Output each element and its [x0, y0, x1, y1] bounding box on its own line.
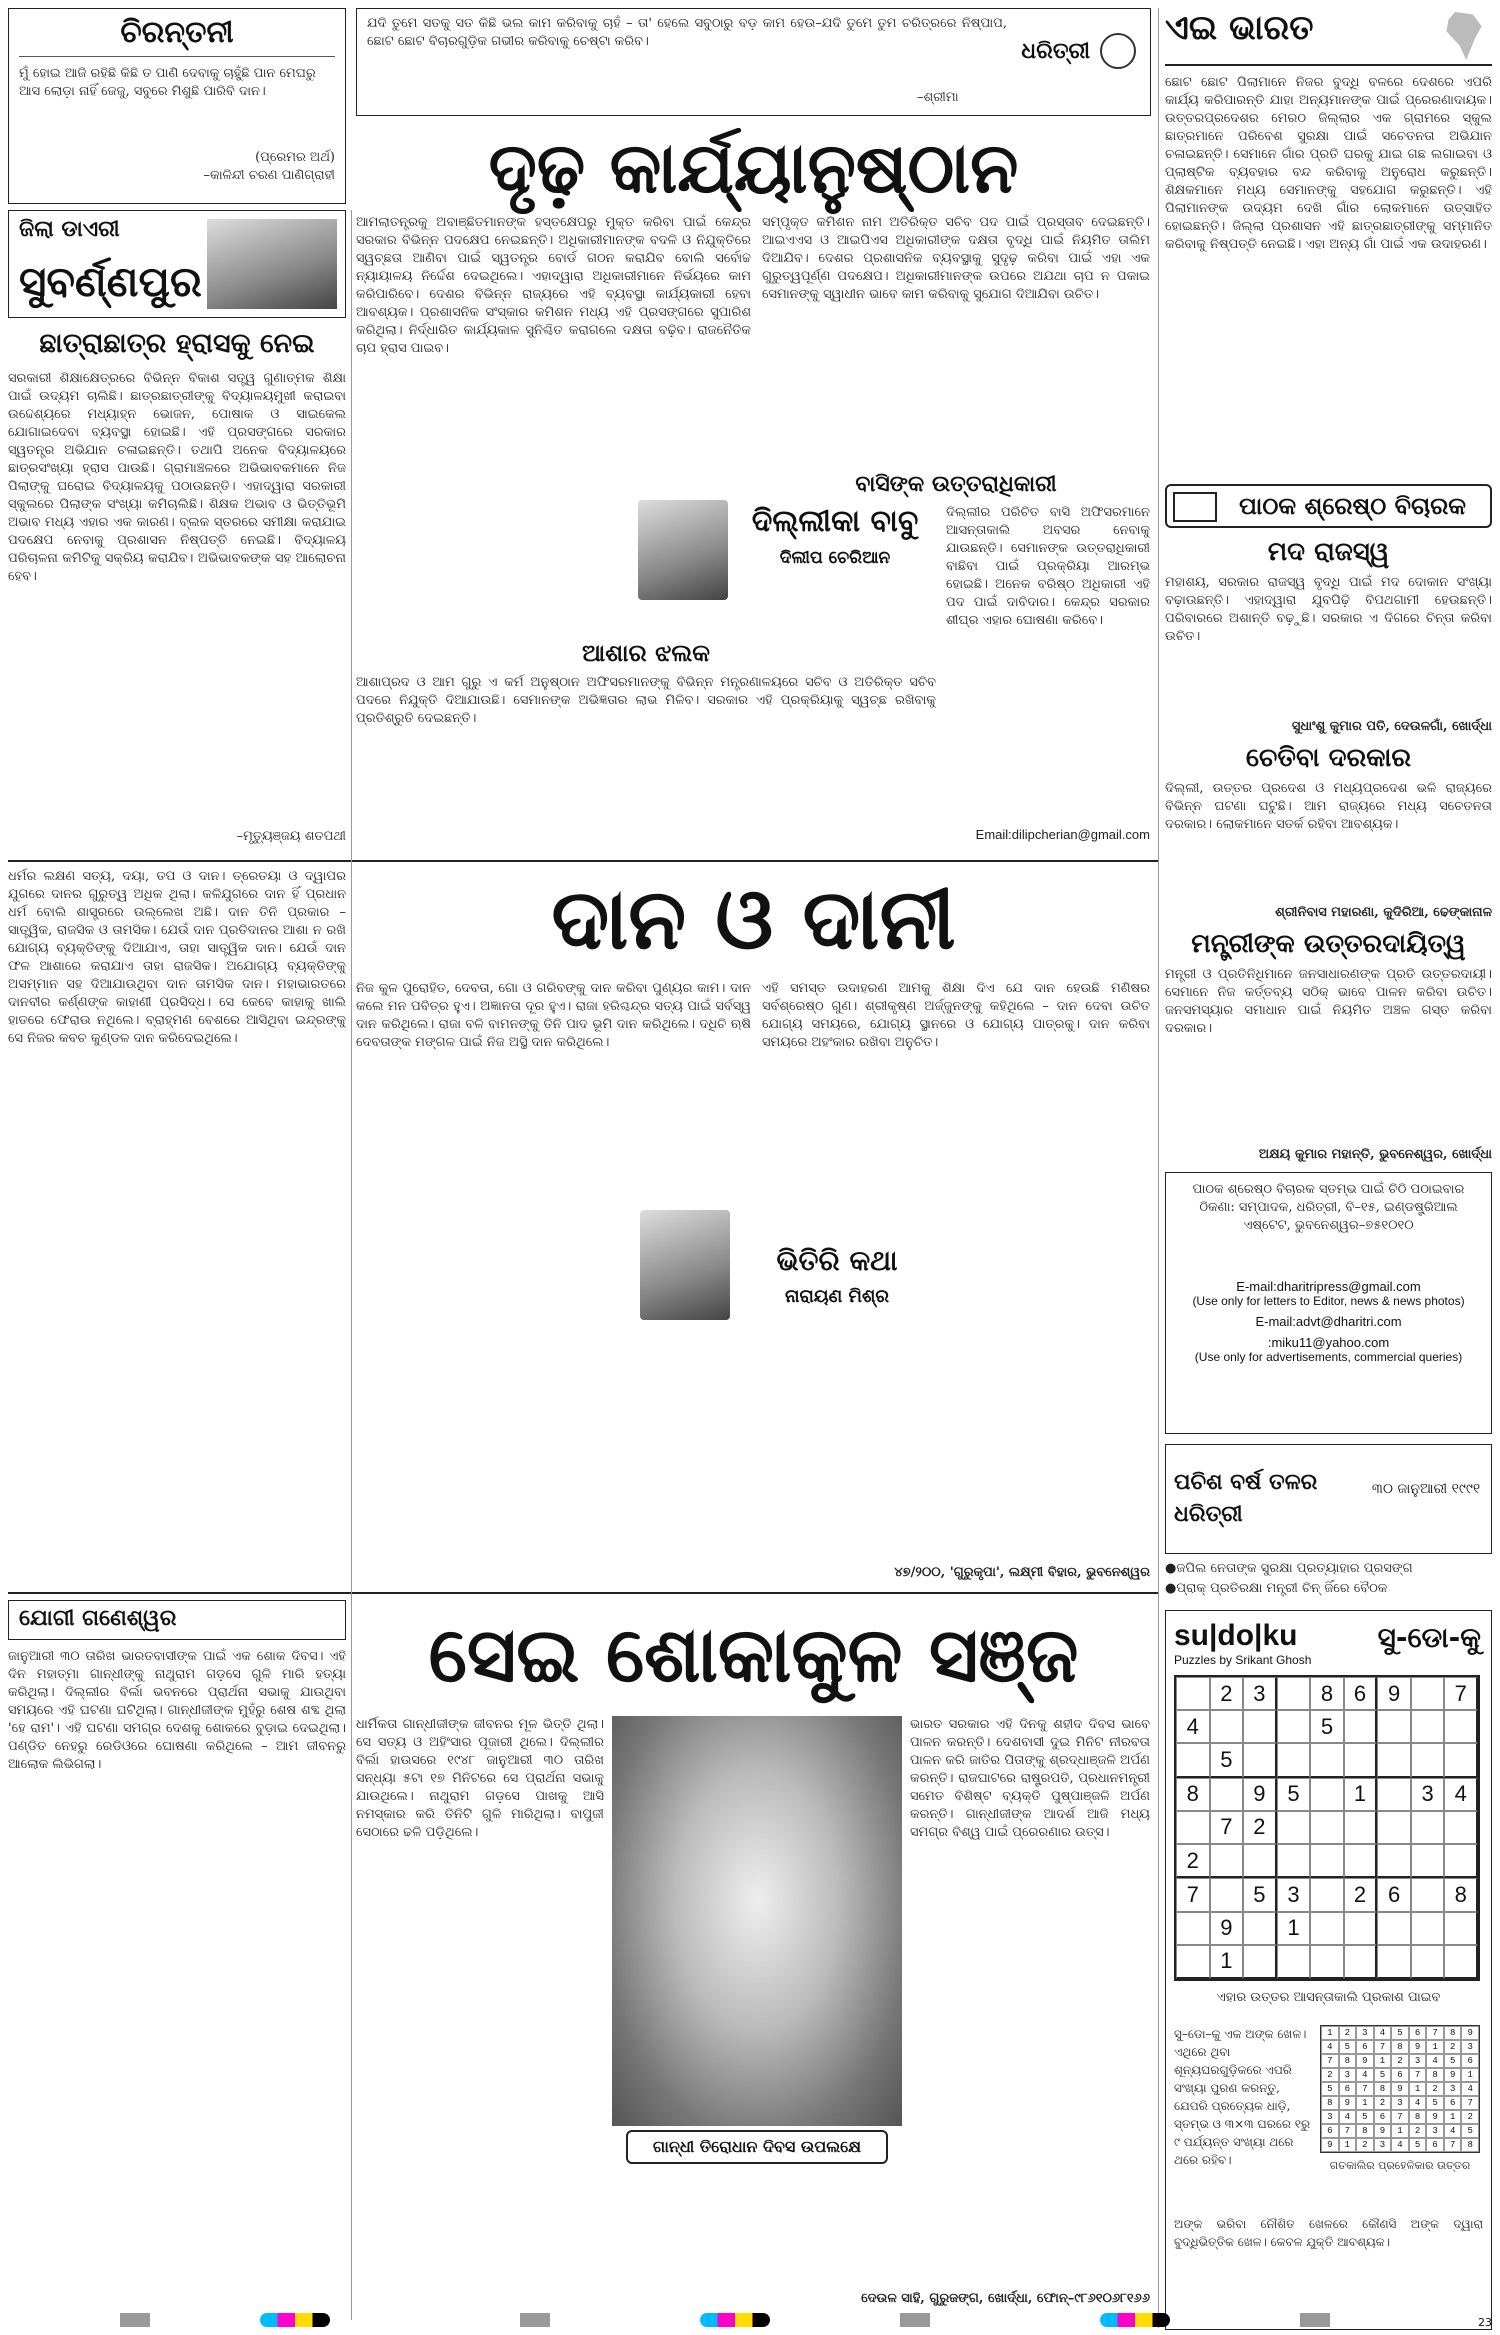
sudoku-cell[interactable]: 1	[1277, 1912, 1311, 1945]
sudoku-cell[interactable]	[1176, 1677, 1210, 1710]
letter-heading-3: ମନ୍ତ୍ରୀଙ୍କ ଉତ୍ତରଦାୟିତ୍ୱ	[1191, 929, 1466, 959]
sudoku-cell[interactable]	[1377, 1912, 1411, 1945]
zilla-body: ସରକାରୀ ଶିକ୍ଷାକ୍ଷେତ୍ରରେ ବିଭିନ୍ନ ବିକାଶ ସତ୍ତ୍ୱ ଗୁଣାତ୍ମକ ଶିକ୍ଷା ପାଇଁ ଉଦ୍ୟମ ଚାଲିଛି। ଛାତ୍ରଛାତ୍ରୀଙ୍କୁ ବିଦ୍ୟାଳୟମୁଖୀ କରାଇବା ଉଦ୍ଦେଶ୍ୟରେ ମଧ୍ୟାହ୍ନ ଭୋଜନ, ପୋଷାକ ଓ ସାଇକେଲ ଯୋଗାଇଦେବା ବ୍ୟବସ୍ଥା ହୋଇଛି। ଏହି ପ୍ରସଙ୍ଗରେ ସରକାର ସ୍ୱତନ୍ତ୍ର ଅଭିଯାନ ଚଳାଇଛନ୍ତି। ତଥାପି ଅନେକ ବିଦ୍ୟାଳୟରେ ଛାତ୍ରସଂଖ୍ୟା ହ୍ରାସ ପାଉଛି। ଗ୍ରାମାଞ୍ଚଳରେ ଅଭିଭାବକମାନେ ନିଜ ପିଲାଙ୍କୁ ଘରୋଇ ବିଦ୍ୟାଳୟକୁ ପଠାଉଛନ୍ତି। ଏହାଦ୍ୱାରା ସରକାରୀ ସ୍କୁଲରେ ପିଲାଙ୍କ ସଂଖ୍ୟା କମିଚାଲିଛି। ଶିକ୍ଷକ ଅଭାବ ଓ ଭିତ୍ତିଭୂମି ଅଭାବ ମଧ୍ୟ ଏହାର ଏକ କାରଣ। ବ୍ଲକ ସ୍ତରରେ ସମୀକ୍ଷା କରାଯାଇ ପଦକ୍ଷେପ ନେବାକୁ ପ୍ରଶାସନ ନିଷ୍ପତ୍ତି ନେଇଛି। ବିଦ୍ୟାଳୟ ପରିଚାଳନା କମିଟିକୁ ସକ୍ରିୟ କରାଯିବ। ଅଭିଭାବକଙ୍କ ସହ ଆଲୋଚନା ହେବ।	[8, 371, 346, 584]
sudoku-cell[interactable]: 5	[1210, 1743, 1244, 1777]
solution-cell: 2	[1374, 2096, 1392, 2110]
registration-mark-1	[120, 2313, 150, 2327]
sudoku-cell[interactable]: 6	[1344, 1677, 1378, 1710]
bharat-logo-box	[1165, 8, 1492, 66]
sudoku-cell[interactable]: 1	[1210, 1945, 1244, 1979]
solution-cell: 2	[1461, 2110, 1479, 2124]
solution-cell: 3	[1391, 2096, 1409, 2110]
solution-cell: 5	[1461, 2124, 1479, 2138]
sudoku-cell[interactable]: 3	[1411, 1778, 1445, 1811]
solution-cell: 6	[1391, 2068, 1409, 2082]
columnist-photo	[638, 500, 728, 600]
letter-body-2: ଦିଲ୍ଲୀ, ଉତ୍ତର ପ୍ରଦେଶ ଓ ମଧ୍ୟପ୍ରଦେଶ ଭଳି ରାଜ୍ୟରେ ବିଭିନ୍ନ ଘଟଣା ଘଟୁଛି। ଆମ ରାଜ୍ୟରେ ମଧ୍ୟ ସଚେତନତା ଦରକାର। ଲୋକମାନେ ସତର୍କ ରହିବା ଆବଶ୍ୟକ।	[1165, 781, 1492, 832]
solution-cell: 2	[1321, 2068, 1339, 2082]
solution-cell: 4	[1321, 2040, 1339, 2054]
sudoku-cell[interactable]	[1411, 1878, 1445, 1911]
sudoku-cell[interactable]	[1310, 1912, 1344, 1945]
sudoku-cell[interactable]	[1210, 1710, 1244, 1743]
sudoku-logo-odia: ସୁ-ଡୋ-କୁ	[1377, 1621, 1481, 1654]
solution-cell: 4	[1339, 2110, 1357, 2124]
solution-cell: 5	[1444, 2054, 1462, 2068]
solution-cell: 8	[1321, 2096, 1339, 2110]
lead-sub-heading-2: ଆଶାର ଝଲକ	[581, 639, 711, 667]
daan-column-title: ଭିତିରି କଥା	[776, 1244, 898, 1277]
sudoku-cell[interactable]	[1277, 1677, 1311, 1710]
solution-cell: 4	[1391, 2138, 1409, 2152]
sudoku-cell[interactable]	[1210, 1878, 1244, 1911]
letters-email-1-note: (Use only for letters to Editor, news & news photos)	[1192, 1294, 1465, 1308]
chiranta-title: ଚିରନ୍ତନୀ	[19, 15, 335, 57]
solution-cell: 1	[1391, 2124, 1409, 2138]
solution-cell: 7	[1461, 2096, 1479, 2110]
sudoku-cell[interactable]	[1344, 1743, 1378, 1777]
solution-cell: 8	[1374, 2082, 1392, 2096]
solution-cell: 6	[1339, 2082, 1357, 2096]
letters-email-3: :miku11@yahoo.com	[1267, 1335, 1390, 1350]
solution-cell: 3	[1321, 2110, 1339, 2124]
sudoku-cell[interactable]: 2	[1243, 1811, 1277, 1844]
sokakula-headline: ସେଇ ଶୋକାକୁଳ ସଞ୍ଜ	[428, 1610, 1079, 1699]
solution-cell: 7	[1339, 2124, 1357, 2138]
zilla-headline: ଛାତ୍ରାଛାତ୍ର ହ୍ରାସକୁ ନେଇ	[39, 328, 315, 359]
sudoku-cell[interactable]	[1277, 1743, 1311, 1777]
sudoku-cell[interactable]: 9	[1243, 1778, 1277, 1811]
solution-cell: 8	[1391, 2040, 1409, 2054]
zilla-diary-header	[8, 210, 346, 318]
sudoku-cell[interactable]	[1210, 1844, 1244, 1878]
pachisa-box	[1165, 1444, 1492, 1554]
sudoku-cell[interactable]: 9	[1210, 1912, 1244, 1945]
letters-address: ପାଠକ ଶ୍ରେଷ୍ଠ ବିଚାରକ ସ୍ତମ୍ଭ ପାଇଁ ଚିଠି ପଠାଇବାର ଠିକଣା: ସମ୍ପାଦକ, ଧରିତ୍ରୀ, ବି–୧୫, ଇଣ୍ଡଷ୍ଟ୍ରିଆଲ ଏଷ୍ଟେଟ, ଭୁବନେଶ୍ୱର–୭୫୧୦୧୦	[1192, 1182, 1465, 1233]
letters-email-3-note: (Use only for advertisements, commercial queries)	[1194, 1350, 1463, 1364]
solution-cell: 6	[1356, 2040, 1374, 2054]
letter-heading-2: ଚେତିବା ଦରକାର	[1245, 743, 1412, 773]
temple-photo	[207, 219, 337, 309]
solution-cell: 1	[1461, 2068, 1479, 2082]
envelope-icon	[1173, 492, 1217, 522]
daan-body-2: ନିଜ କୁଳ ପୁରୋହିତ, ଦେବତା, ଗୋ ଓ ଗରିବଙ୍କୁ ଦାନ କରିବା ପୁଣ୍ୟର କାମ। ଦାନ କଲେ ମନ ପବିତ୍ର ହୁଏ। ଅଜ୍ଞାନତା ଦୂର ହୁଏ। ରାଜା ହରିଶ୍ଚନ୍ଦ୍ର ସତ୍ୟ ପାଇଁ ସର୍ବସ୍ୱ ଦାନ କରିଥିଲେ। ରାଜା ବଳି ବାମନଙ୍କୁ ତିନି ପାଦ ଭୂମି ଦାନ କରିଥିଲେ। ଦଧିଚି ଋଷି ଦେବତାଙ୍କ ମଙ୍ଗଳ ପାଇଁ ନିଜ ଅସ୍ଥି ଦାନ କରିଥିଲେ।	[356, 981, 751, 1050]
chiranta-credit: (ପ୍ରେମର ଅର୍ଥ)	[255, 150, 335, 165]
sudoku-cell[interactable]	[1444, 1743, 1478, 1777]
daan-body-3: ଏହି ସମସ୍ତ ଉଦାହରଣ ଆମକୁ ଶିକ୍ଷା ଦିଏ ଯେ ଦାନ ହେଉଛି ମଣିଷର ସର୍ବଶ୍ରେଷ୍ଠ ଗୁଣ। ଶ୍ରୀକୃଷ୍ଣ ଅର୍ଜ୍ଜୁନଙ୍କୁ କହିଥିଲେ – ଦାନ ଦେବା ଉଚିତ ଯୋଗ୍ୟ ସମୟରେ, ଯୋଗ୍ୟ ସ୍ଥାନରେ ଓ ଯୋଗ୍ୟ ପାତ୍ରକୁ। ଦାନ କରିବା ସମୟରେ ଅହଂକାର ରଖିବା ଅନୁଚିତ।	[762, 981, 1150, 1050]
sudoku-cell[interactable]	[1444, 1945, 1478, 1979]
sudoku-cell[interactable]	[1411, 1945, 1445, 1979]
solution-cell: 2	[1426, 2082, 1444, 2096]
yogi-title-box	[8, 1600, 346, 1640]
daan-address: ୪୭/୨୦୦, 'ଗୁରୁକୃପା', ଲକ୍ଷ୍ମୀ ବିହାର, ଭୁବନେଶ୍ୱର	[894, 1565, 1150, 1580]
chiranta-author: –କାଳିନ୍ଦୀ ଚରଣ ପାଣିଗ୍ରାହୀ	[203, 168, 335, 183]
solution-cell: 6	[1374, 2110, 1392, 2124]
sudoku-cell[interactable]: 2	[1210, 1677, 1244, 1710]
sokakula-body-2: ଭାରତ ସରକାର ଏହି ଦିନକୁ ଶହୀଦ ଦିବସ ଭାବେ ପାଳନ କରନ୍ତି। ଦେଶବାସୀ ଦୁଇ ମିନିଟ ନୀରବତା ପାଳନ କରି ଜାତିର ପିତାଙ୍କୁ ଶ୍ରଦ୍ଧାଞ୍ଜଳି ଅର୍ପଣ କରନ୍ତି। ରାଜଘାଟରେ ରାଷ୍ଟ୍ରପତି, ପ୍ରଧାନମନ୍ତ୍ରୀ ସମେତ ବିଶିଷ୍ଟ ବ୍ୟକ୍ତି ପୁଷ୍ପାଞ୍ଜଳି ଅର୍ପଣ କରନ୍ତି। ଗାନ୍ଧୀଜୀଙ୍କ ଆଦର୍ଶ ଆଜି ମଧ୍ୟ ସମଗ୍ର ବିଶ୍ୱ ପାଇଁ ପ୍ରେରଣାର ଉତ୍ସ।	[910, 1717, 1150, 1840]
solution-cell: 5	[1339, 2040, 1357, 2054]
sudoku-byline: Puzzles by Srikant Ghosh	[1174, 1653, 1312, 1667]
sudoku-grid[interactable]	[1174, 1675, 1480, 1981]
sudoku-cell[interactable]	[1377, 1743, 1411, 1777]
sudoku-cell[interactable]: 9	[1377, 1677, 1411, 1710]
sudoku-cell[interactable]: 7	[1210, 1811, 1244, 1844]
lead-body-4: ଆଶାପ୍ରଦ ଓ ଆମ ଗୁରୁ ଏ କର୍ମ ଅନୁଷ୍ଠାନ ଅଫିସରମାନଙ୍କୁ ବିଭିନ୍ନ ମନ୍ତ୍ରଣାଳୟରେ ସଚିବ ଓ ଅତିରିକ୍ତ ସଚିବ ପଦରେ ନିଯୁକ୍ତି ଦିଆଯାଉଛି। ସେମାନଙ୍କ ଅଭିଜ୍ଞତାର ଲାଭ ମିଳିବ। ସରକାର ଏହି ପ୍ରକ୍ରିୟାକୁ ସ୍ୱଚ୍ଛ ରଖିବାକୁ ପ୍ରତିଶ୍ରୁତି ଦେଇଛନ୍ତି।	[356, 675, 936, 726]
sudoku-cell[interactable]: 8	[1310, 1677, 1344, 1710]
sudoku-cell[interactable]	[1411, 1811, 1445, 1844]
letter-author-1: ସୁଧାଂଶୁ କୁମାର ପତି, ଦେଉଳଗାଁ, ଖୋର୍ଦ୍ଧା	[1291, 719, 1492, 734]
sudoku-cell[interactable]	[1243, 1743, 1277, 1777]
sudoku-cell[interactable]	[1344, 1945, 1378, 1979]
sudoku-cell[interactable]	[1176, 1811, 1210, 1844]
solution-cell: 5	[1321, 2082, 1339, 2096]
solution-cell: 2	[1409, 2124, 1427, 2138]
lead-sub-heading-1: ବାସିଙ୍କ ଉତ୍ତରାଧିକାରୀ	[855, 472, 1057, 497]
solution-cell: 4	[1409, 2096, 1427, 2110]
letters-banner	[1165, 484, 1492, 528]
daan-body-1: ଧର୍ମର ଲକ୍ଷଣ ସତ୍ୟ, ଦୟା, ତପ ଓ ଦାନ। ତ୍ରେତୟା ଓ ଦ୍ୱାପର ଯୁଗରେ ଦାନର ଗୁରୁତ୍ୱ ଅଧିକ ଥିଲା। କଳିଯୁଗରେ ଦାନ ହିଁ ପ୍ରଧାନ ଧର୍ମ ବୋଲି ଶାସ୍ତ୍ରରେ ଉଲ୍ଲେଖ ଅଛି। ଦାନ ତିନି ପ୍ରକାର – ସାତ୍ତ୍ୱିକ, ରାଜସିକ ଓ ତାମସିକ। ଯେଉଁ ଦାନ ପ୍ରତିଦାନର ଆଶା ନ ରଖି ଯୋଗ୍ୟ ବ୍ୟକ୍ତିଙ୍କୁ ଦିଆଯାଏ, ତାହା ସାତ୍ତ୍ୱିକ ଦାନ। ଯେଉଁ ଦାନ ଫଳ ଆଶାରେ କରାଯାଏ ତାହା ରାଜସିକ। ଅଯୋଗ୍ୟ ବ୍ୟକ୍ତିଙ୍କୁ ଅସମ୍ମାନ ସହ ଦିଆଯାଉଥିବା ଦାନ ତାମସିକ ଦାନ। ମହାଭାରତରେ ଦାନବୀର କର୍ଣ୍ଣଙ୍କ କାହାଣୀ ପ୍ରସିଦ୍ଧ। ସେ କେବେ କାହାକୁ ଖାଲି ହାତରେ ଫେରାଉ ନଥିଲେ। ବ୍ରାହ୍ମଣ ବେଶରେ ଆସିଥିବା ଇନ୍ଦ୍ରଙ୍କୁ ସେ ନିଜର କବଚ କୁଣ୍ଡଳ ଦାନ କରିଦେଇଥିଲେ।	[8, 869, 346, 1046]
solution-cell: 4	[1356, 2068, 1374, 2082]
sudoku-note: ଏହାର ଉତ୍ତର ଆସନ୍ତାକାଲି ପ୍ରକାଶ ପାଇବ	[1216, 1990, 1441, 2005]
pachisa-title: ପଚିଶ ବର୍ଷ ତଳର ଧରିତ୍ରୀ	[1174, 1470, 1318, 1527]
sudoku-cell[interactable]: 2	[1176, 1844, 1210, 1878]
chiranta-verse: ମୁଁ ହୋଇ ଆଜି ରହିଛି କିଛି ତ ପାଣି ଦେବାକୁ ଚାହୁଁଛି ପାନ ମେଘରୁ ଆସ ଲୋଡ଼ା ନାହିଁ ଜେଜୁ, ସବୁରେ ମିଶୁଛି ପାରିବି ଦାନ।	[19, 66, 316, 99]
sudoku-cell[interactable]	[1176, 1945, 1210, 1979]
registration-mark-4	[1300, 2313, 1330, 2327]
solution-cell: 1	[1321, 2026, 1339, 2040]
quote-author: –ଶ୍ରୀମା	[917, 90, 959, 105]
zilla-byline: –ମୃତ୍ୟୁଞ୍ଜୟ ଶତପଥୀ	[236, 829, 346, 844]
sudoku-cell[interactable]	[1310, 1811, 1344, 1844]
col-rule-left	[351, 210, 352, 2320]
solution-cell: 7	[1391, 2110, 1409, 2124]
dharitri-logo: ଧରିତ୍ରୀ	[1021, 39, 1090, 64]
solution-cell: 5	[1409, 2138, 1427, 2152]
gandhi-caption-text: ଗାନ୍ଧୀ ତିରୋଧାନ ଦିବସ ଉପଲକ୍ଷେ	[652, 2137, 862, 2156]
sudoku-cell[interactable]	[1243, 1912, 1277, 1945]
sudoku-cell[interactable]	[1243, 1844, 1277, 1878]
solution-cell: 5	[1374, 2068, 1392, 2082]
sudoku-cell[interactable]	[1310, 1945, 1344, 1979]
daan-column-author: ନାରାୟଣ ମିଶ୍ର	[784, 1286, 889, 1307]
sudoku-cell[interactable]	[1377, 1778, 1411, 1811]
sudoku-cell[interactable]: 3	[1243, 1677, 1277, 1710]
daan-headline: ଦାନ ଓ ଦାନୀ	[551, 870, 956, 968]
solution-cell: 7	[1321, 2054, 1339, 2068]
letter-heading-1: ମଦ ରାଜସ୍ୱ	[1267, 537, 1390, 567]
sudoku-cell[interactable]	[1310, 1878, 1344, 1911]
solution-cell: 9	[1426, 2110, 1444, 2124]
solution-cell: 7	[1426, 2026, 1444, 2040]
rule-2	[8, 1592, 1158, 1594]
solution-cell: 7	[1409, 2068, 1427, 2082]
solution-cell: 6	[1409, 2026, 1427, 2040]
letter-body-1: ମହାଶୟ, ସରକାର ରାଜସ୍ୱ ବୃଦ୍ଧି ପାଇଁ ମଦ ଦୋକାନ ସଂଖ୍ୟା ବଢ଼ାଉଛନ୍ତି। ଏହାଦ୍ୱାରା ଯୁବପିଢ଼ି ବିପଥଗାମୀ ହେଉଛନ୍ତି। ପରିବାରରେ ଅଶାନ୍ତି ବଢ଼ୁଛି। ସରକାର ଏ ଦିଗରେ ଚିନ୍ତା କରିବା ଉଚିତ।	[1165, 575, 1492, 644]
rule-1	[8, 860, 1158, 862]
registration-mark-3	[900, 2313, 930, 2327]
sudoku-cell[interactable]	[1277, 1710, 1311, 1743]
lead-email: Email:dilipcherian@gmail.com	[975, 827, 1150, 842]
solution-cell: 3	[1444, 2082, 1462, 2096]
sudoku-cell[interactable]	[1411, 1844, 1445, 1878]
sudoku-cell[interactable]	[1176, 1743, 1210, 1777]
sudoku-cell[interactable]	[1411, 1743, 1445, 1777]
sokakula-address: ଦେଉଳ ସାହି, ଗୁରୁଜଙ୍ଗ, ଖୋର୍ଦ୍ଧା, ଫୋନ୍–୯୮୬୧୦୬୮୧୬୬	[861, 2291, 1150, 2306]
solution-cell: 1	[1426, 2040, 1444, 2054]
letters-email-2: E-mail:advt@dharitri.com	[1255, 1314, 1402, 1329]
solution-cell: 6	[1426, 2138, 1444, 2152]
sudoku-cell[interactable]	[1277, 1811, 1311, 1844]
solution-cell: 2	[1339, 2026, 1357, 2040]
sudoku-cell[interactable]: 4	[1176, 1710, 1210, 1743]
sudoku-cell[interactable]: 7	[1176, 1878, 1210, 1911]
lead-body-1: ଆମଲାତନ୍ତ୍ରକୁ ଅବାଞ୍ଛିତମାନଙ୍କ ହସ୍ତକ୍ଷେପରୁ ମୁକ୍ତ କରିବା ପାଇଁ କେନ୍ଦ୍ର ସରକାର ବିଭିନ୍ନ ପଦକ୍ଷେପ ନେଇଛନ୍ତି। ଅଧିକାରୀମାନଙ୍କ ବଦଳି ଓ ନିଯୁକ୍ତିରେ ସ୍ୱଚ୍ଛତା ଆଣିବା ପାଇଁ ସ୍ୱତନ୍ତ୍ର ବୋର୍ଡ ଗଠନ କରାଯିବ ବୋଲି ସର୍ବୋଚ୍ଚ ନ୍ୟାୟାଳୟ ନିର୍ଦ୍ଦେଶ ଦେଇଥିଲେ। ଏହାଦ୍ୱାରା ଅଧିକାରୀମାନେ ନିର୍ଭୟରେ କାମ କରିପାରିବେ। ଦେଶର ବିଭିନ୍ନ ରାଜ୍ୟରେ ଏହି ବ୍ୟବସ୍ଥା କାର୍ଯ୍ୟକାରୀ ହେବା ଆବଶ୍ୟକ। ପ୍ରଶାସନିକ ସଂସ୍କାର କମିଶନ ମଧ୍ୟ ଏହି ପ୍ରସଙ୍ଗରେ ସୁପାରିଶ କରିଥିଲା। ନିର୍ଦ୍ଧାରିତ କାର୍ଯ୍ୟକାଳ ସୁନିଶ୍ଚିତ କରାଗଲେ ଦକ୍ଷତା ବଢ଼ିବ। ରାଜନୈତିକ ଚାପ ହ୍ରାସ ପାଇବ।	[356, 215, 751, 356]
registration-mark-2	[520, 2313, 550, 2327]
letter-body-3: ମନ୍ତ୍ରୀ ଓ ପ୍ରତିନିଧିମାନେ ଜନସାଧାରଣଙ୍କ ପ୍ରତି ଉତ୍ତରଦାୟୀ। ସେମାନେ ନିଜ କର୍ତ୍ତବ୍ୟ ସଠିକ୍ ଭାବେ ପାଳନ କରିବା ଉଚିତ। ଜନସମସ୍ୟାର ସମାଧାନ ପାଇଁ ନିୟମିତ ଅଞ୍ଚଳ ଗସ୍ତ କରିବା ଦରକାର।	[1165, 967, 1492, 1036]
sudoku-cell[interactable]	[1377, 1844, 1411, 1878]
letters-address-box	[1165, 1172, 1492, 1434]
solution-cell: 7	[1374, 2040, 1392, 2054]
solution-cell: 9	[1321, 2138, 1339, 2152]
solution-cell: 8	[1444, 2026, 1462, 2040]
solution-cell: 2	[1391, 2054, 1409, 2068]
solution-cell: 3	[1374, 2138, 1392, 2152]
solution-cell: 1	[1374, 2054, 1392, 2068]
solution-cell: 4	[1374, 2026, 1392, 2040]
sudoku-cell[interactable]	[1344, 1811, 1378, 1844]
sudoku-cell[interactable]: 5	[1310, 1710, 1344, 1743]
lead-body-3: ଦିଲ୍ଲୀର ପରିଚିତ ବାସି ଅଫିସରମାନେ ଆସନ୍ତାକାଲି ଅବସର ନେବାକୁ ଯାଉଛନ୍ତି। ସେମାନଙ୍କ ଉତ୍ତରାଧିକାରୀ ବାଛିବା ପାଇଁ ପ୍ରକ୍ରିୟା ଆରମ୍ଭ ହୋଇଛି। ଅନେକ ବରିଷ୍ଠ ଅଧିକାରୀ ଏହି ପଦ ପାଇଁ ଦାବିଦାର। କେନ୍ଦ୍ର ସରକାର ଶୀଘ୍ର ଏହାର ଘୋଷଣା କରିବେ।	[946, 505, 1150, 628]
sudoku-cell[interactable]: 5	[1243, 1878, 1277, 1911]
solution-cell: 9	[1339, 2096, 1357, 2110]
color-dots-3	[1100, 2313, 1170, 2327]
color-dots-1	[260, 2313, 330, 2327]
sudoku-cell[interactable]	[1277, 1844, 1311, 1878]
solution-cell: 4	[1461, 2082, 1479, 2096]
solution-cell: 8	[1356, 2124, 1374, 2138]
solution-cell: 8	[1426, 2068, 1444, 2082]
sudoku-cell[interactable]: 5	[1277, 1778, 1311, 1811]
letter-author-3: ଅକ୍ଷୟ କୁମାର ମହାନ୍ତି, ଭୁବନେଶ୍ୱର, ଖୋର୍ଦ୍ଧା	[1258, 1147, 1492, 1162]
sudoku-cell[interactable]	[1444, 1710, 1478, 1743]
sudoku-cell[interactable]	[1444, 1844, 1478, 1878]
yogi-body: ଜାନୁଆରୀ ୩୦ ତାରିଖ ଭାରତବାସୀଙ୍କ ପାଇଁ ଏକ ଶୋକ ଦିବସ। ଏହି ଦିନ ମହାତ୍ମା ଗାନ୍ଧୀଙ୍କୁ ନାଥୁରାମ ଗଡ଼ସେ ଗୁଳି ମାରି ହତ୍ୟା କରିଥିଲା। ଦିଲ୍ଲୀର ବିର୍ଲା ଭବନରେ ପ୍ରାର୍ଥନା ସଭାକୁ ଯାଉଥିବା ସମୟରେ ଏହି ଘଟଣା ଘଟିଥିଲା। ଗାନ୍ଧୀଜୀଙ୍କ ମୁହଁରୁ ଶେଷ ଶବ୍ଦ ଥିଲା 'ହେ ରାମ'। ଏହି ଘଟଣା ସମଗ୍ର ଦେଶକୁ ଶୋକରେ ବୁଡ଼ାଇ ଦେଇଥିଲା। ପଣ୍ଡିତ ନେହରୁ ରେଡିଓରେ ଘୋଷଣା କରିଥିଲେ – ଆମ ଜୀବନରୁ ଆଲୋକ ଲିଭିଗଲା।	[8, 1649, 346, 1772]
solution-cell: 3	[1461, 2040, 1479, 2054]
pachisa-item-2: ●ପ୍ରାକ୍ ପ୍ରତିରକ୍ଷା ମନ୍ତ୍ରୀ ଚିନ୍ ଜିଁରେ ବୈଠକ	[1165, 1581, 1388, 1596]
solution-cell: 3	[1426, 2124, 1444, 2138]
solution-cell: 5	[1391, 2026, 1409, 2040]
sudoku-cell[interactable]	[1444, 1811, 1478, 1844]
col-rule-right	[1158, 8, 1159, 2328]
solution-cell: 9	[1374, 2124, 1392, 2138]
solution-cell: 6	[1461, 2054, 1479, 2068]
solution-cell: 1	[1339, 2138, 1357, 2152]
sudoku-cell[interactable]	[1411, 1710, 1445, 1743]
sudoku-cell[interactable]	[1344, 1844, 1378, 1878]
solution-cell: 4	[1444, 2124, 1462, 2138]
color-dots-2	[700, 2313, 770, 2327]
letters-banner-text: ପାଠକ ଶ୍ରେଷ୍ଠ ବିଚାରକ	[1238, 492, 1467, 520]
sudoku-cell[interactable]	[1210, 1778, 1244, 1811]
pachisa-item-1: ●ଜପିଲ ନେତାଙ୍କ ସୁରକ୍ଷା ପ୍ରତ୍ୟାହାର ପ୍ରସଙ୍ଗ	[1165, 1561, 1413, 1576]
anubhuti-body: ଛୋଟ ଛୋଟ ପିଲାମାନେ ନିଜର ବୁଦ୍ଧି ବଳରେ ଦେଶରେ ଏପରି କାର୍ଯ୍ୟ କରିପାରନ୍ତି ଯାହା ଅନ୍ୟମାନଙ୍କ ପାଇଁ ପ୍ରେରଣାଦାୟକ। ଉତ୍ତରପ୍ରଦେଶର ମେରଠ ଜିଲ୍ଲାର ଏକ ଗ୍ରାମରେ ସ୍କୁଲ ଛାତ୍ରମାନେ ପରିବେଶ ସୁରକ୍ଷା ପାଇଁ ସଚେତନତା ଅଭିଯାନ ଚଳାଇଛନ୍ତି। ସେମାନେ ଗାଁର ପ୍ରତି ଘରକୁ ଯାଇ ଗଛ ଲଗାଇବା ଓ ପ୍ଲାଷ୍ଟିକ ବ୍ୟବହାର ବନ୍ଦ କରିବାକୁ ଅନୁରୋଧ କରୁଛନ୍ତି। ଶିକ୍ଷକମାନେ ମଧ୍ୟ ସେମାନଙ୍କୁ ସହଯୋଗ କରୁଛନ୍ତି। ଏହି ପିଲାମାନଙ୍କ ଉଦ୍ୟମ ଦେଖି ଗାଁର ଲୋକମାନେ ଉତ୍ସାହିତ ହୋଇଛନ୍ତି। ଜିଲ୍ଲା ପ୍ରଶାସନ ଏହି ଛାତ୍ରଛାତ୍ରୀଙ୍କୁ ସମ୍ମାନିତ କରିବାକୁ ନିଷ୍ପତ୍ତି ନେଇଛି। ଏହା ଅନ୍ୟ ଗାଁ ପାଇଁ ଏକ ଉଦାହରଣ।	[1165, 75, 1492, 252]
chiranta-box	[8, 8, 346, 204]
sudoku-cell[interactable]: 7	[1444, 1677, 1478, 1710]
solution-cell: 5	[1426, 2096, 1444, 2110]
solution-cell: 1	[1409, 2082, 1427, 2096]
wheel-icon	[1100, 33, 1136, 69]
sudoku-cell[interactable]	[1310, 1844, 1344, 1878]
daan-columnist-photo	[640, 1210, 730, 1320]
solution-cell: 3	[1356, 2026, 1374, 2040]
solution-cell: 7	[1444, 2138, 1462, 2152]
delhi-babu-title: ଦିଲ୍ଲୀକା ବାବୁ	[751, 504, 919, 539]
solution-cell: 8	[1339, 2054, 1357, 2068]
lead-headline: ଦୃଢ଼ କାର୍ଯ୍ୟାନୁଷ୍ଠାନ	[488, 127, 1019, 209]
solution-cell: 4	[1426, 2054, 1444, 2068]
solution-cell: 9	[1444, 2068, 1462, 2082]
sudoku-cell[interactable]	[1444, 1912, 1478, 1945]
letter-author-2: ଶ୍ରୀନିବାସ ମହାରଣା, କୁଦିରିଆ, ଢେଙ୍କାନାଳ	[1275, 905, 1492, 920]
solution-cell: 1	[1444, 2110, 1462, 2124]
solution-cell: 9	[1356, 2054, 1374, 2068]
sudoku-cell[interactable]	[1344, 1710, 1378, 1743]
sudoku-cell[interactable]	[1243, 1945, 1277, 1979]
solution-cell: 3	[1409, 2054, 1427, 2068]
sudoku-cell[interactable]	[1411, 1912, 1445, 1945]
sudoku-rules: ସୁ–ଡୋ–କୁ ଏକ ଅଙ୍କ ଖେଳ। ଏଥିରେ ଥିବା ଶୂନ୍ୟଘରଗୁଡ଼ିକରେ ଏପରି ସଂଖ୍ୟା ପୁରଣ କରନ୍ତୁ, ଯେପରି ପ୍ରତ୍ୟେକ ଧାଡ଼ି, ସ୍ତମ୍ଭ ଓ ୩×୩ ଘରରେ ୧ରୁ ୯ ପର୍ଯ୍ୟନ୍ତ ସଂଖ୍ୟା ଥରେ ଥରେ ରହିବ।	[1174, 2027, 1311, 2167]
solution-cell: 2	[1356, 2138, 1374, 2152]
pachisa-date: ୩୦ ଜାନୁଆରୀ ୧୯୯୧	[1371, 1481, 1481, 1497]
solution-cell: 8	[1461, 2138, 1479, 2152]
solution-cell: 2	[1444, 2040, 1462, 2054]
sudoku-cell[interactable]: 4	[1444, 1778, 1478, 1811]
zilla-district: ସୁବର୍ଣ୍ଣପୁର	[19, 257, 202, 306]
solution-cell: 9	[1409, 2040, 1427, 2054]
lead-body-2: ସମ୍ପୃକ୍ତ କମିଶନ ନାମ ଅତିରିକ୍ତ ସଚିବ ପଦ ପାଇଁ ପ୍ରସ୍ତାବ ଦେଇଛନ୍ତି। ଆଇଏଏସ ଓ ଆଇପିଏସ ଅଧିକାରୀଙ୍କ ଦକ୍ଷତା ବୃଦ୍ଧି ପାଇଁ ନିୟମିତ ତାଲିମ ଦିଆଯିବ। ଦେଶର ପ୍ରଶାସନିକ ବ୍ୟବସ୍ଥାକୁ ସୁଦୃଢ଼ କରିବା ପାଇଁ ଏହା ଏକ ଗୁରୁତ୍ୱପୂର୍ଣ୍ଣ ପଦକ୍ଷେପ। ଅଧିକାରୀମାନଙ୍କ ଉପରେ ଅଯଥା ଚାପ ନ ପକାଇ ସେମାନଙ୍କୁ ସ୍ୱାଧୀନ ଭାବେ କାମ କରିବାକୁ ସୁଯୋଗ ଦିଆଯିବା ଉଚିତ।	[762, 215, 1150, 302]
delhi-babu-author: ଦିଲୀପ ଚେରିଆନ	[779, 548, 891, 568]
sudoku-footer-note: ଅଙ୍କ ଭରିବା ନୌଶିତ ଖେଳରେ କୌଣସି ଅଙ୍କ ଦ୍ୱାରା ବୁଦ୍ଧିଭିତ୍ତିକ ଖେଳ। କେବଳ ଯୁକ୍ତି ଆବଶ୍ୟକ।	[1174, 2217, 1483, 2249]
sudoku-cell[interactable]: 8	[1444, 1878, 1478, 1911]
page-number: 23	[1478, 2316, 1492, 2329]
sudoku-solution-grid	[1320, 2025, 1480, 2153]
sudoku-cell[interactable]	[1411, 1677, 1445, 1710]
solution-cell: 5	[1356, 2110, 1374, 2124]
solution-cell: 1	[1356, 2096, 1374, 2110]
sudoku-cell[interactable]: 3	[1277, 1878, 1311, 1911]
solution-cell: 3	[1339, 2068, 1357, 2082]
sudoku-logo: su|do|ku	[1174, 1619, 1298, 1652]
sudoku-cell[interactable]	[1344, 1912, 1378, 1945]
sudoku-cell[interactable]	[1310, 1743, 1344, 1777]
sudoku-cell[interactable]	[1277, 1945, 1311, 1979]
sudoku-box	[1165, 1610, 1492, 2330]
sudoku-cell[interactable]	[1176, 1912, 1210, 1945]
sudoku-cell[interactable]: 1	[1344, 1778, 1378, 1811]
sudoku-cell[interactable]	[1310, 1778, 1344, 1811]
solution-cell: 7	[1356, 2082, 1374, 2096]
solution-cell: 9	[1391, 2082, 1409, 2096]
quote-text: ଯଦି ତୁମେ ସତକୁ ସତ କିଛି ଭଲ କାମ କରିବାକୁ ଚାହଁ – ତା' ହେଲେ ସବୁଠାରୁ ବଡ଼ କାମ ହେଉ–ଯଦି ତୁମେ ତୁମ ଚରିତ୍ରରେ ନିଷ୍ପାପ, ଛୋଟ ଛୋଟ ବିଚାରଗୁଡ଼ିକ ଗଭୀର କରିବାକୁ ଚେଷ୍ଟା କରିବ।	[367, 16, 1007, 49]
sokakula-body-1: ଧାର୍ମିକତା ଗାନ୍ଧୀଜୀଙ୍କ ଜୀବନର ମୂଳ ଭିତ୍ତି ଥିଲା। ସେ ସତ୍ୟ ଓ ଅହିଂସାର ପୂଜାରୀ ଥିଲେ। ଦିଲ୍ଲୀର ବିର୍ଲା ହାଉସରେ ୧୯୪୮ ଜାନୁଆରୀ ୩୦ ତାରିଖ ସନ୍ଧ୍ୟା ୫ଟା ୧୭ ମିନିଟରେ ସେ ପ୍ରାର୍ଥନା ସଭାକୁ ଯାଉଥିଲେ। ନାଥୁରାମ ଗଡ଼ସେ ପାଖକୁ ଆସି ନମସ୍କାର କରି ତିନିଟି ଗୁଳି ମାରିଥିଲା। ବାପୁଜୀ ସେଠାରେ ଢଳି ପଡ଼ିଥିଲେ।	[356, 1717, 604, 1840]
solution-cell: 8	[1409, 2110, 1427, 2124]
sudoku-cell[interactable]: 6	[1377, 1878, 1411, 1911]
solution-cell: 6	[1444, 2096, 1462, 2110]
sudoku-cell[interactable]	[1377, 1710, 1411, 1743]
solution-cell: 6	[1321, 2124, 1339, 2138]
sudoku-cell[interactable]: 8	[1176, 1778, 1210, 1811]
sudoku-cell[interactable]: 2	[1344, 1878, 1378, 1911]
gandhi-photo	[612, 1716, 902, 2126]
sudoku-cell[interactable]	[1243, 1710, 1277, 1743]
sudoku-solution-label: ଗତକାଲିର ପ୍ରହେଳିକାର ଉତ୍ତର	[1329, 2159, 1471, 2172]
zilla-label: ଜିଲା ଡାଏରୀ	[19, 217, 120, 242]
yogi-title: ଯୋଗୀ ଗଣେଶ୍ୱର	[19, 1606, 177, 1631]
gandhi-caption	[626, 2130, 888, 2164]
sudoku-cell[interactable]	[1377, 1945, 1411, 1979]
letters-email-1: E-mail:dharitripress@gmail.com	[1236, 1279, 1421, 1294]
solution-cell: 9	[1461, 2026, 1479, 2040]
bharat-logo: ଏଇ ଭାରତ	[1165, 8, 1314, 48]
sudoku-cell[interactable]	[1377, 1811, 1411, 1844]
quote-box	[356, 8, 1151, 116]
